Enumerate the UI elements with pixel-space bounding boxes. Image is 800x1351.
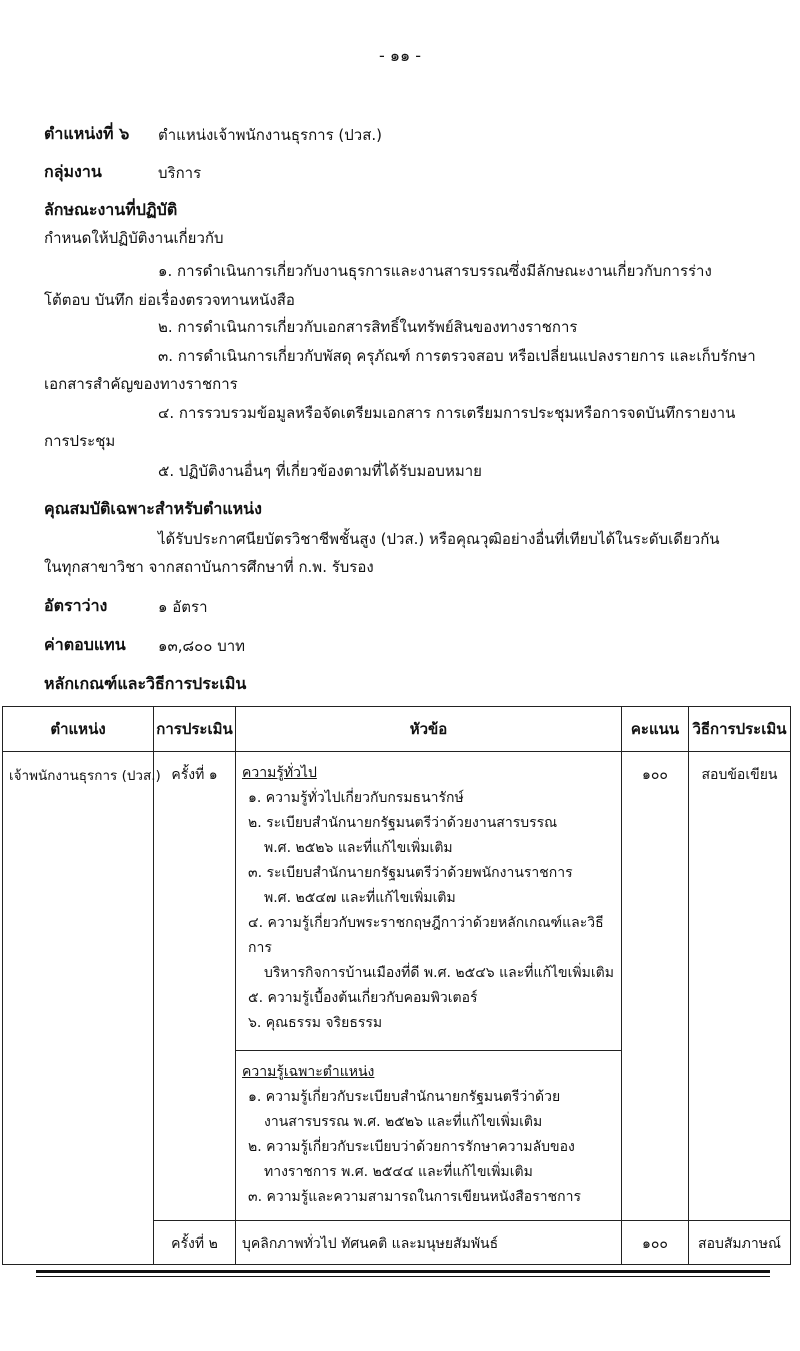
duties-heading: ลักษณะงานที่ปฏิบัติ — [44, 200, 178, 219]
round2-label: ครั้งที่ ๒ — [171, 1236, 218, 1252]
round2-cell — [154, 1221, 236, 1265]
topic-item-continuation: ทางราชการ พ.ศ. ๒๕๔๔ และที่แก้ไขเพิ่มเติม — [264, 1164, 533, 1180]
round1-topics-cell — [236, 752, 622, 1221]
specific-knowledge-block — [236, 1051, 621, 1220]
qualification-line-1: ได้รับประกาศนียบัตรวิชาชีพชั้นสูง (ปวส.) หรือคุณวุฒิอย่างอื่นที่เทียบได้ในระดับเดียวกัน — [158, 530, 720, 548]
round1-score: ๑๐๐ — [642, 767, 668, 783]
duty-item-5: ๕. ปฏิบัติงานอื่นๆ ที่เกี่ยวข้องตามที่ได้รับมอบหมาย — [158, 462, 482, 480]
salary-label: ค่าตอบแทน — [44, 635, 126, 654]
topic-item: ๓. ระเบียบสำนักนายกรัฐมนตรีว่าด้วยพนักงานราชการ — [248, 865, 573, 881]
position-label: ตำแหน่งที่ ๖ — [44, 124, 130, 143]
duty-item-4-cont: การประชุม — [44, 432, 116, 450]
qualification-heading: คุณสมบัติเฉพาะสำหรับตำแหน่ง — [44, 499, 262, 518]
vacancy-value: ๑ อัตรา — [158, 598, 208, 616]
position-cell-text: เจ้าพนักงานธุรการ (ปวส.) — [9, 768, 161, 784]
bottom-rule-thin — [36, 1276, 770, 1277]
group-label: กลุ่มงาน — [44, 162, 102, 181]
duties-intro: กำหนดให้ปฏิบัติงานเกี่ยวกับ — [44, 229, 224, 247]
round1-score-cell — [622, 752, 689, 1221]
page-number: - ๑๑ - — [378, 46, 422, 65]
round1-method-cell — [689, 752, 791, 1221]
round2-topic: บุคลิกภาพทั่วไป ทัศนคติ และมนุษยสัมพันธ์ — [242, 1236, 499, 1252]
topic-item-continuation: งานสารบรรณ พ.ศ. ๒๕๒๖ และที่แก้ไขเพิ่มเติม — [264, 1114, 543, 1130]
topic-item: ๑. ความรู้เกี่ยวกับระเบียบสำนักนายกรัฐมนตรีว่าด้วย — [248, 1089, 561, 1105]
evaluation-table — [2, 706, 791, 1265]
round2-topic-cell — [236, 1221, 622, 1265]
duty-item-1: ๑. การดำเนินการเกี่ยวกับงานธุรการและงานสารบรรณซึ่งมีลักษณะงานเกี่ยวกับการร่าง — [158, 262, 712, 280]
round1-cell — [154, 752, 236, 1221]
topic-item-continuation: พ.ศ. ๒๕๔๗ และที่แก้ไขเพิ่มเติม — [264, 890, 456, 906]
header-evaluation: การประเมิน — [154, 707, 236, 752]
general-knowledge-list — [242, 786, 615, 1036]
topic-item-continuation: พ.ศ. ๒๕๒๖ และที่แก้ไขเพิ่มเติม — [264, 840, 453, 856]
general-knowledge-title: ความรู้ทั่วไป — [242, 765, 317, 781]
round2-method: สอบสัมภาษณ์ — [698, 1236, 781, 1252]
round2-score: ๑๐๐ — [642, 1236, 668, 1252]
header-position: ตำแหน่ง — [3, 707, 154, 752]
topic-item: ๕. ความรู้เบื้องต้นเกี่ยวกับคอมพิวเตอร์ — [248, 990, 478, 1006]
header-score: คะแนน — [622, 707, 689, 752]
criteria-heading: หลักเกณฑ์และวิธีการประเมิน — [44, 674, 247, 693]
round1-label: ครั้งที่ ๑ — [171, 767, 218, 783]
topic-item: ๒. ความรู้เกี่ยวกับระเบียบว่าด้วยการรักษาความลับของ — [248, 1139, 575, 1155]
topic-item: ๑. ความรู้ทั่วไปเกี่ยวกับกรมธนารักษ์ — [248, 790, 464, 806]
position-value: ตำแหน่งเจ้าพนักงานธุรการ (ปวส.) — [158, 126, 382, 144]
duty-item-3: ๓. การดำเนินการเกี่ยวกับพัสดุ ครุภัณฑ์ การตรวจสอบ หรือเปลี่ยนแปลงรายการ และเก็บรักษา — [158, 347, 756, 365]
header-topic: หัวข้อ — [236, 707, 622, 752]
topic-item: ๖. คุณธรรม จริยธรรม — [248, 1015, 383, 1031]
header-method: วิธีการประเมิน — [689, 707, 791, 752]
topic-item: ๓. ความรู้และความสามารถในการเขียนหนังสือราชการ — [248, 1189, 581, 1205]
specific-knowledge-title: ความรู้เฉพาะตำแหน่ง — [242, 1064, 375, 1080]
duty-item-3-cont: เอกสารสำคัญของทางราชการ — [44, 375, 238, 393]
vacancy-label: อัตราว่าง — [44, 596, 108, 615]
topic-item: ๒. ระเบียบสำนักนายกรัฐมนตรีว่าด้วยงานสารบรรณ — [248, 815, 558, 831]
qualification-line-2: ในทุกสาขาวิชา จากสถาบันการศึกษาที่ ก.พ. รับรอง — [44, 558, 374, 576]
duty-item-1-cont: โต้ตอบ บันทึก ย่อเรื่องตรวจทานหนังสือ — [44, 291, 295, 309]
duty-item-2: ๒. การดำเนินการเกี่ยวกับเอกสารสิทธิ์ในทรัพย์สินของทางราชการ — [158, 318, 578, 336]
specific-knowledge-list — [242, 1085, 615, 1210]
general-knowledge-block — [236, 752, 621, 1051]
table-header-row — [3, 707, 791, 752]
topic-item: ๔. ความรู้เกี่ยวกับพระราชกฤษฎีกาว่าด้วยหลักเกณฑ์และวิธีการ — [248, 915, 604, 956]
group-value: บริการ — [158, 164, 202, 182]
round1-method: สอบข้อเขียน — [701, 767, 778, 783]
round2-method-cell — [689, 1221, 791, 1265]
salary-value: ๑๓,๘๐๐ บาท — [158, 637, 246, 655]
position-cell — [3, 752, 161, 1265]
round2-score-cell — [622, 1221, 689, 1265]
bottom-rule-thick — [36, 1270, 770, 1273]
table-row — [3, 752, 791, 1221]
topic-item-continuation: บริหารกิจการบ้านเมืองที่ดี พ.ศ. ๒๕๔๖ และที่แก้ไขเพิ่มเติม — [264, 965, 614, 981]
duty-item-4: ๔. การรวบรวมข้อมูลหรือจัดเตรียมเอกสาร การเตรียมการประชุมหรือการจดบันทึกรายงาน — [158, 404, 736, 422]
